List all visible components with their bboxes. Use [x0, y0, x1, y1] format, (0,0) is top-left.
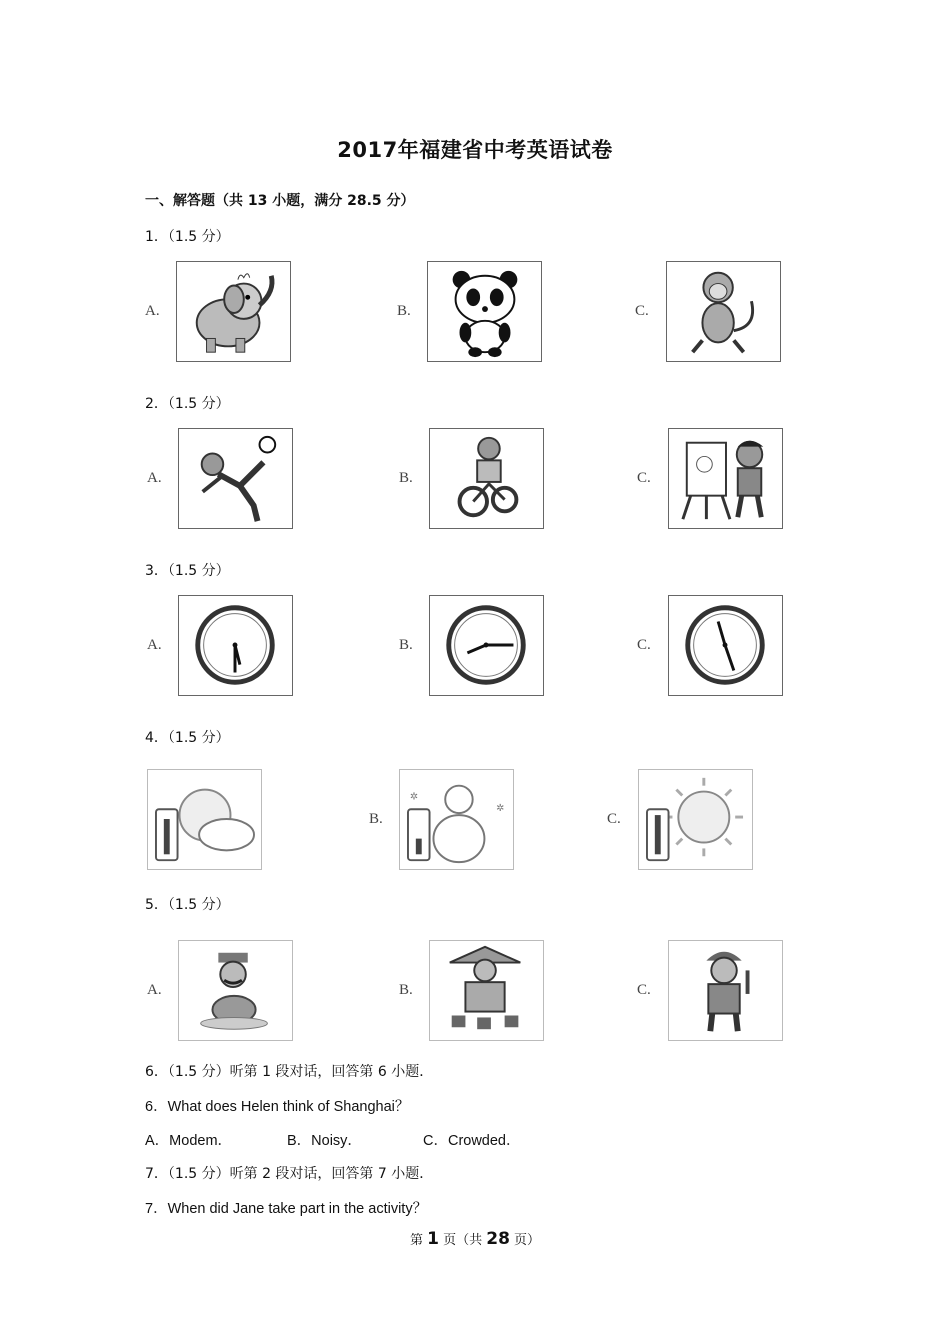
option-label-b: B. [399, 470, 413, 486]
option-label-b: B. [397, 303, 411, 319]
option-label-a: A. [147, 982, 162, 998]
clock-b-picture[interactable] [429, 595, 544, 696]
painting-picture[interactable] [668, 428, 783, 529]
q6-choice-b[interactable]: B．Noisy． [287, 1133, 362, 1149]
question-6-text: 6．What does Helen think of Shanghai？ [145, 1099, 410, 1115]
sunny-thermometer-icon [639, 770, 752, 869]
footer-page-number: 1 [427, 1229, 439, 1249]
monkey-picture[interactable] [666, 261, 781, 362]
panda-icon [428, 262, 541, 361]
section-heading: 一、解答题（共 13 小题，满分 28.5 分） [145, 193, 415, 209]
option-label-a: A. [145, 303, 160, 319]
clock-eleven-twenty-five-icon [669, 596, 782, 695]
option-label-c: C. [635, 303, 649, 319]
boy-painting-icon [669, 429, 782, 528]
exam-title: 2017年福建省中考英语试卷 [337, 138, 613, 162]
panda-picture[interactable] [427, 261, 542, 362]
weather-a-picture[interactable] [147, 769, 262, 870]
option-label-c: C. [637, 982, 651, 998]
elephant-picture[interactable] [176, 261, 291, 362]
monkey-icon [667, 262, 780, 361]
boy-riding-bike-icon [430, 429, 543, 528]
question-1-header: 1．（1.5 分） [145, 229, 230, 245]
question-7-text: 7．When did Jane take part in the activity？ [145, 1201, 428, 1217]
weather-b-picture[interactable] [399, 769, 514, 870]
elephant-icon [177, 262, 290, 361]
footer-middle: 页（共 [443, 1233, 483, 1248]
footer-prefix: 第 [409, 1233, 423, 1248]
question-7-header: 7．（1.5 分）听第 2 段对话，回答第 7 小题． [145, 1166, 434, 1182]
snowman-thermometer-icon [400, 770, 513, 869]
footer-suffix: 页） [514, 1233, 541, 1248]
question-2-header: 2．（1.5 分） [145, 396, 230, 412]
farmer-picture[interactable] [429, 940, 544, 1041]
worker-picture[interactable] [668, 940, 783, 1041]
option-label-c: C. [637, 637, 651, 653]
option-label-c: C. [637, 470, 651, 486]
worker-icon [669, 941, 782, 1040]
clock-c-picture[interactable] [668, 595, 783, 696]
question-4-header: 4．（1.5 分） [145, 730, 230, 746]
clock-eight-fifteen-icon [430, 596, 543, 695]
option-label-b: B. [399, 637, 413, 653]
svg-text:✲: ✲ [496, 803, 505, 815]
clock-five-thirty-icon [179, 596, 292, 695]
soccer-picture[interactable] [178, 428, 293, 529]
clock-a-picture[interactable] [178, 595, 293, 696]
cook-picture[interactable] [178, 940, 293, 1041]
question-5-header: 5．（1.5 分） [145, 897, 230, 913]
farmer-icon [430, 941, 543, 1040]
question-6-header: 6．（1.5 分）听第 1 段对话，回答第 6 小题． [145, 1064, 434, 1080]
boy-playing-soccer-icon [179, 429, 292, 528]
page-footer [0, 1229, 950, 1249]
bike-picture[interactable] [429, 428, 544, 529]
option-label-b: B. [399, 982, 413, 998]
footer-total-pages: 28 [486, 1229, 510, 1249]
option-label-a: A. [147, 470, 162, 486]
weather-c-picture[interactable] [638, 769, 753, 870]
q6-choice-c[interactable]: C．Crowded． [423, 1133, 521, 1149]
cook-icon [179, 941, 292, 1040]
question-3-header: 3．（1.5 分） [145, 563, 230, 579]
sun-cloud-thermometer-icon [148, 770, 261, 869]
option-label-a: A. [147, 637, 162, 653]
option-label-b: B. [369, 811, 383, 827]
q6-choice-a[interactable]: A．Modem． [145, 1133, 233, 1149]
option-label-c: C. [607, 811, 621, 827]
svg-text:✲: ✲ [409, 791, 419, 803]
